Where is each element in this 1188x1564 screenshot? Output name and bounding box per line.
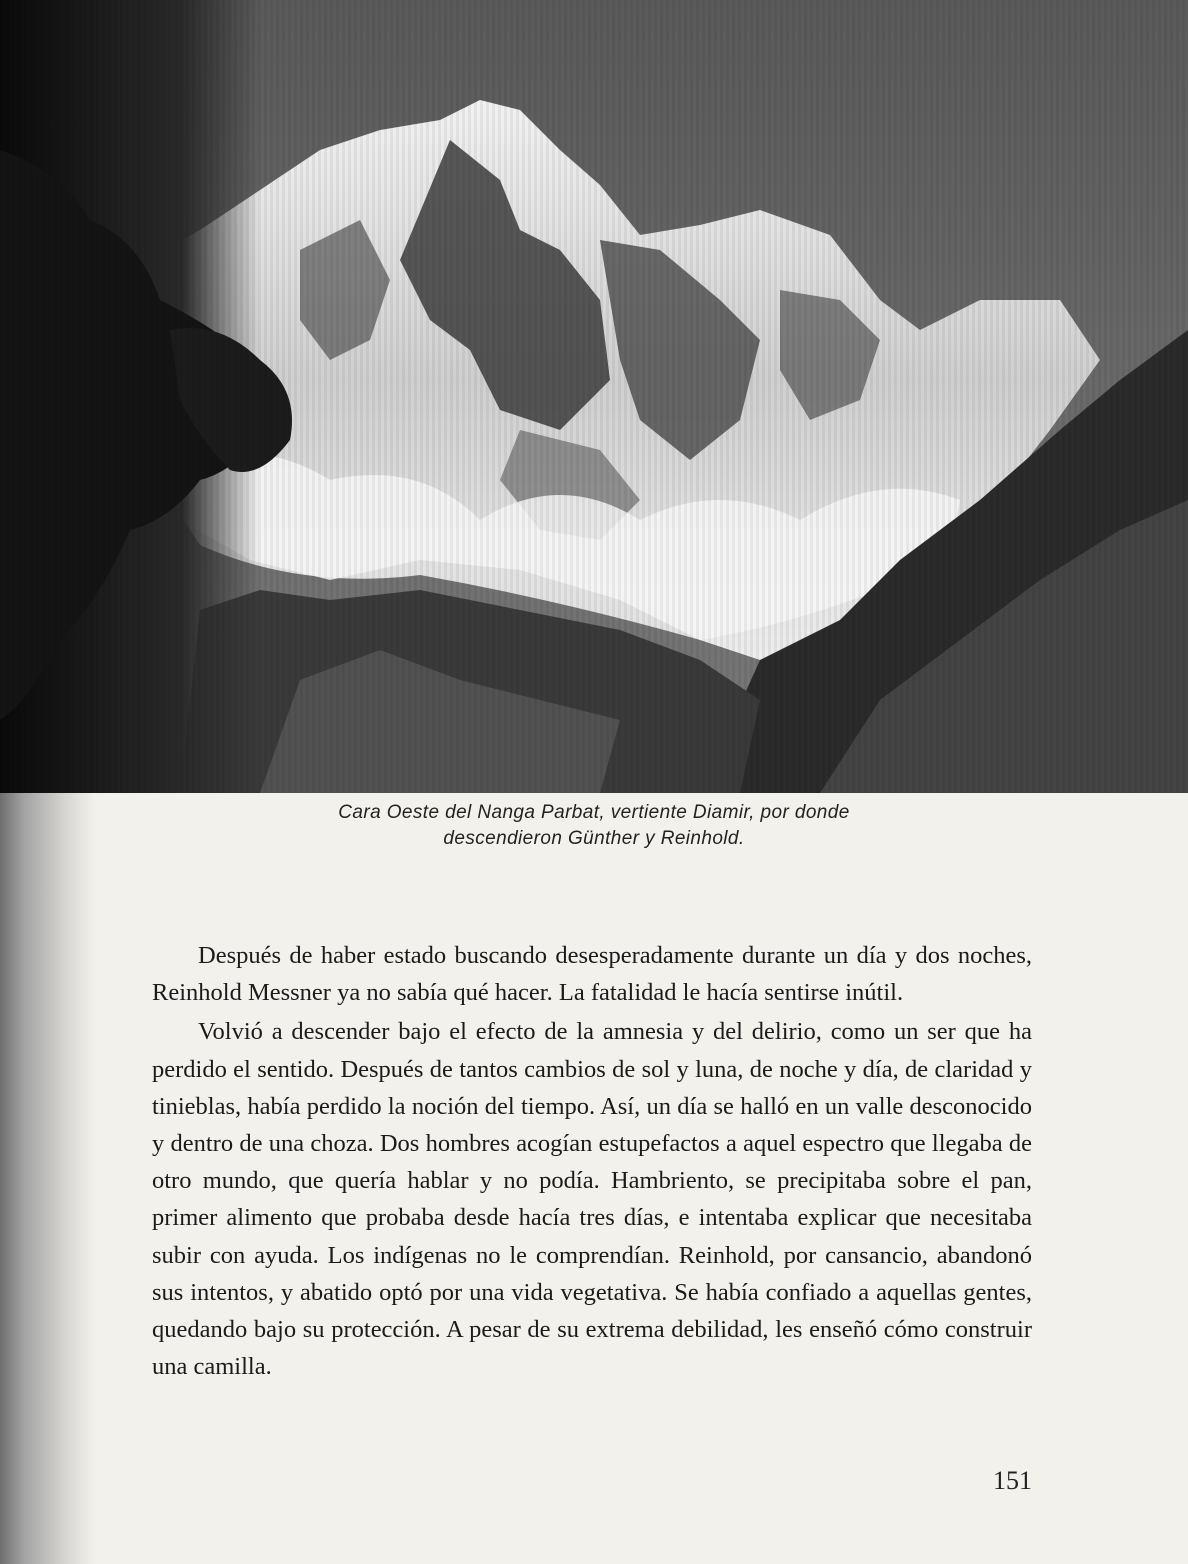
paragraph-2: Volvió a descender bajo el efecto de la amnesia y del delirio, como un ser que ha perdido el sentido. Después de tantos cambios de sol y luna, de noche y día, de claridad y tinieblas, había perdido la noción del tiempo. Así, un día se halló en un valle desconocido y dentro de una choza. Dos hombres acogían estupefactos a aquel espectro que llegaba de otro mundo, que quería hablar y no podía. Hambriento, se precipitaba sobre el pan, primer alimento que probaba desde hacía tres días, e intentaba explicar que necesitaba subir con ayuda. Los indígenas no le comprendían. Reinhold, por cansancio, abandonó sus intentos, y abatido optó por una vida vegetativa. Se había confiado a aquellas gentes, quedando bajo su protección. A pesar de su extrema debilidad, les enseñó cómo construir una camilla.	[152, 1018, 1032, 1381]
caption-line-1: Cara Oeste del Nanga Parbat, vertiente Diamir, por donde	[338, 802, 850, 823]
caption-line-2: descendieron Günther y Reinhold.	[443, 828, 745, 849]
body-text	[152, 937, 1032, 1385]
paragraph-1: Después de haber estado buscando desesperadamente durante un día y dos noches, Reinhold Messner ya no sabía qué hacer. La fatalidad le hacía sentirse inútil.	[152, 942, 1032, 1007]
page-number: 151	[993, 1466, 1032, 1495]
figure-caption	[0, 800, 1188, 852]
